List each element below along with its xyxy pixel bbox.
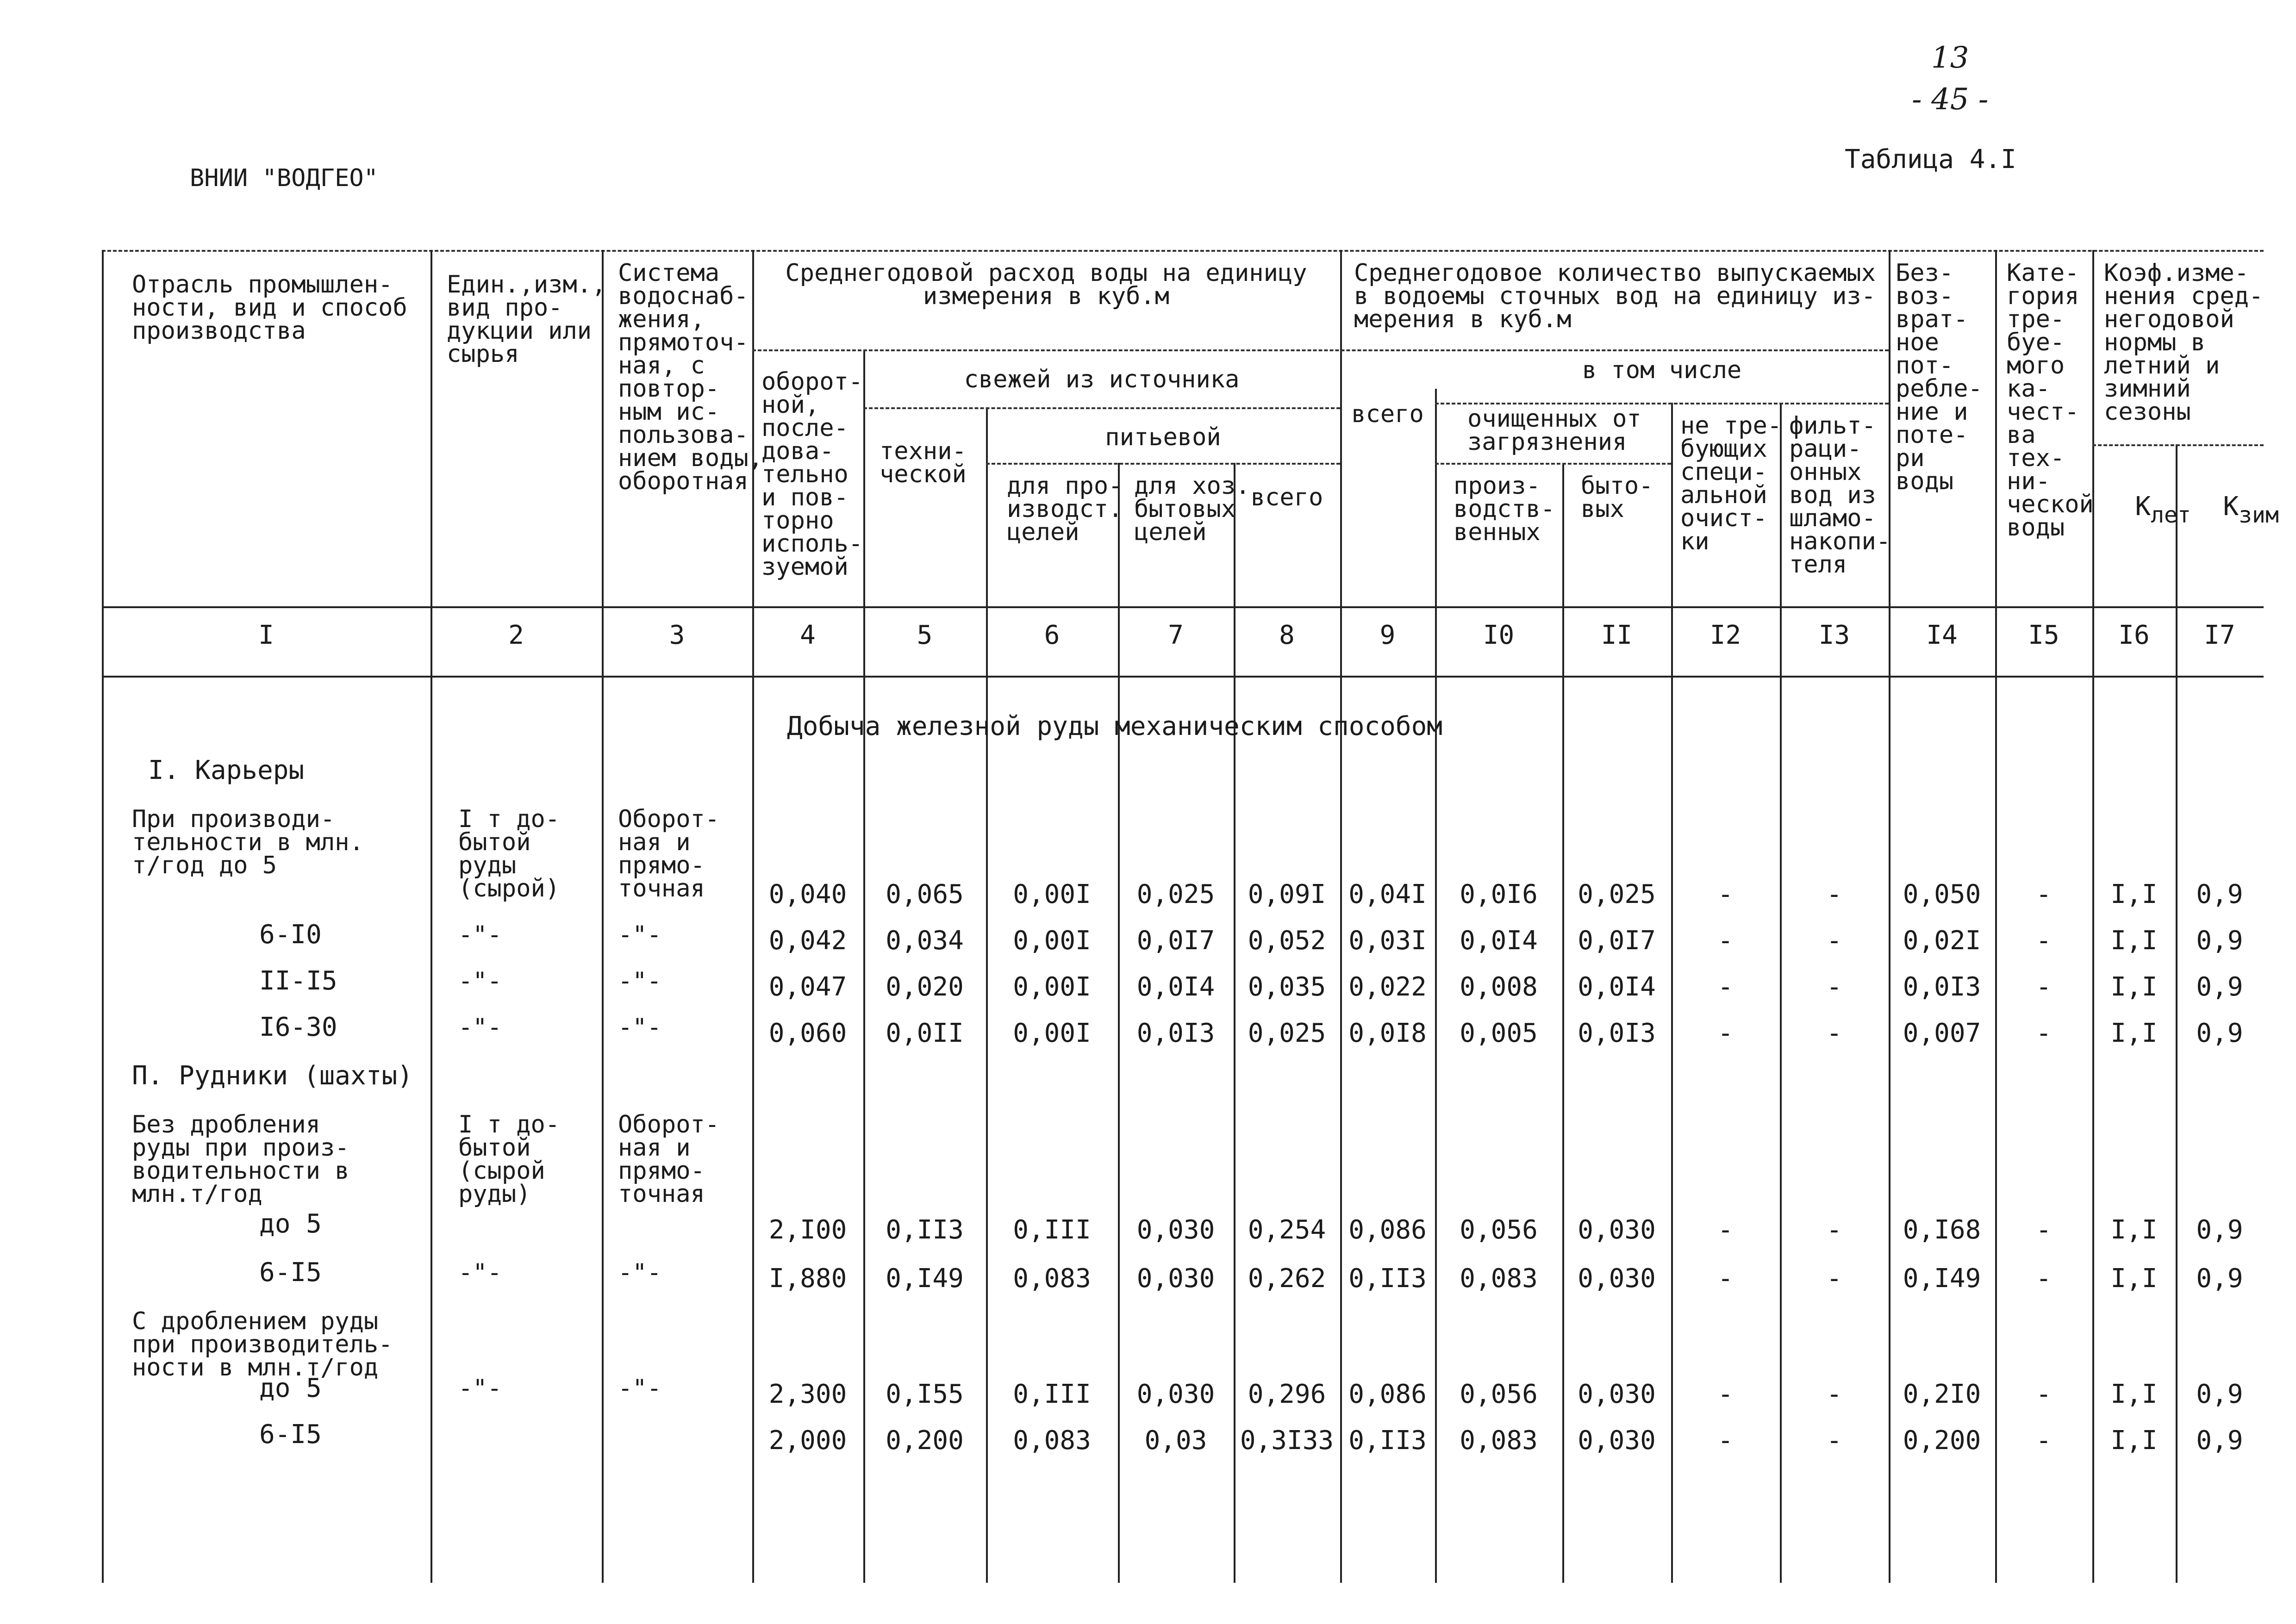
table-cell: 0,083 [1013, 1425, 1091, 1456]
table-cell: 0,0I7 [1136, 926, 1215, 956]
table-cell: - [2036, 1379, 2052, 1409]
column-number: I2 [1710, 620, 1741, 650]
table-cell: - [1717, 972, 1734, 1002]
table-cell: 0,II3 [886, 1215, 964, 1245]
table-cell: I,I [2110, 972, 2158, 1002]
table-cell: - [2036, 972, 2052, 1002]
table-cell: 0,0I6 [1460, 879, 1538, 909]
row-unit: -"- [458, 1014, 502, 1041]
group-header-treated: очищенных от загрязнения [1467, 405, 1641, 456]
table-cell: 0,262 [1248, 1263, 1326, 1294]
table-cell: 0,9 [2196, 1263, 2243, 1294]
column-number: I3 [1818, 620, 1850, 650]
table-cell: 0,00I [1013, 1018, 1091, 1048]
row-label-sub: до 5 [259, 1209, 322, 1239]
table-cell: 0,025 [1248, 1018, 1326, 1048]
table-cell: 0,II3 [1348, 1263, 1427, 1294]
table-cell: 0,035 [1248, 972, 1326, 1002]
table-cell: 0,00I [1013, 972, 1091, 1002]
col-header-technical: техни- ческой [880, 437, 967, 488]
table-cell: - [1717, 879, 1734, 909]
table-cell: 0,030 [1136, 1215, 1215, 1245]
table-cell: - [2036, 1263, 2052, 1294]
table-cell: 0,09I [1248, 879, 1326, 909]
table-cell: - [1717, 1018, 1734, 1048]
col-header-production: для про- изводст. целей [1007, 472, 1123, 546]
table-cell: 0,0I7 [1578, 926, 1656, 956]
table-cell: I,I [2110, 1018, 2158, 1048]
table-cell: 0,9 [2196, 1215, 2243, 1245]
row-label: 6-I5 [259, 1419, 322, 1450]
table-cell: - [1717, 926, 1734, 956]
row-label: 6-I5 [259, 1257, 322, 1288]
table-cell: 0,083 [1460, 1263, 1538, 1294]
column-number: I5 [2028, 620, 2059, 650]
table-cell: 0,020 [886, 972, 964, 1002]
col-header-treated-production: произ- водств- венных [1454, 472, 1555, 546]
row-unit: -"- [458, 1375, 502, 1402]
col-header-system: Система водоснаб- жения, прямоточ- ная, с повтор- ным ис- пользова- нием воды, оборотная [618, 259, 763, 495]
column-number: I7 [2204, 620, 2235, 650]
section-mines: П. Рудники (шахты) [132, 1061, 413, 1091]
column-number: I4 [1926, 620, 1958, 650]
table-cell: 0,0II [886, 1018, 964, 1048]
table-cell: 0,III [1013, 1215, 1091, 1245]
table-cell: - [2036, 1215, 2052, 1245]
group-header-consumption: Среднегодовой расход воды на единицу измерения в куб.м [785, 259, 1307, 310]
group-header-discharge: Среднегодовое количество выпускаемых в водоемы сточных вод на единицу из- мерения в куб.м [1354, 259, 1876, 333]
table-cell: - [1826, 1425, 1842, 1456]
table-cell: 2,000 [768, 1425, 847, 1456]
table-cell: 0,030 [1136, 1263, 1215, 1294]
col-header-filtration: фильт- раци- онных вод из шламо- накопи- теля [1789, 412, 1891, 579]
table-cell: 0,030 [1578, 1379, 1656, 1409]
col-header-discharge-total: всего [1351, 400, 1424, 428]
column-number: 4 [800, 620, 816, 650]
column-number: I [258, 620, 274, 650]
table-cell: - [1826, 972, 1842, 1002]
row-label: I6-30 [259, 1012, 337, 1042]
table-cell: 0,042 [768, 926, 847, 956]
table-cell: 0,025 [1578, 879, 1656, 909]
row-label: При производи- тельности в млн. т/год до 5 [132, 805, 364, 879]
table-cell: 0,047 [768, 972, 847, 1002]
institution-label: ВНИИ "ВОДГЕО" [190, 164, 378, 192]
table-cell: 0,I49 [1903, 1263, 1981, 1294]
group-header-including: в том числе [1582, 356, 1742, 384]
table-cell: 0,040 [768, 879, 847, 909]
table-cell: 0,00I [1013, 926, 1091, 956]
table-cell: 0,04I [1348, 879, 1427, 909]
table-cell: 0,III [1013, 1379, 1091, 1409]
table-cell: 0,086 [1348, 1215, 1427, 1245]
table-cell: 0,9 [2196, 879, 2243, 909]
table-cell: 0,3I33 [1240, 1425, 1334, 1456]
table-cell: 0,0I3 [1903, 972, 1981, 1002]
table-cell: - [1826, 879, 1842, 909]
table-cell: I,I [2110, 1215, 2158, 1245]
column-number: 3 [669, 620, 685, 650]
table-cell: I,I [2110, 879, 2158, 909]
col-header-industry: Отрасль промышлен- ности, вид и способ производства [132, 271, 407, 345]
table-cell: 0,083 [1460, 1425, 1538, 1456]
row-system: -"- [618, 921, 661, 949]
row-label: II-I5 [259, 966, 337, 996]
table-cell: 0,296 [1248, 1379, 1326, 1409]
column-number: 2 [508, 620, 524, 650]
table-cell: - [2036, 879, 2052, 909]
table-cell: - [2036, 926, 2052, 956]
table-cell: 0,9 [2196, 1379, 2243, 1409]
table-cell: 0,0I3 [1578, 1018, 1656, 1048]
table-cell: - [1826, 1379, 1842, 1409]
column-number: I0 [1483, 620, 1515, 650]
row-system: -"- [618, 1375, 661, 1402]
row-system: -"- [618, 1259, 661, 1287]
col-header-circulating: оборот- ной, после- дова- тельно и пов- торно исполь- зуемой [761, 368, 863, 581]
table-cell: - [1717, 1425, 1734, 1456]
table-cell: 0,030 [1578, 1425, 1656, 1456]
table-cell: 0,0I3 [1136, 1018, 1215, 1048]
column-number: 5 [917, 620, 933, 650]
col-header-irretrievable: Без- воз- врат- ное пот- ребле- ние и поте- ри воды [1896, 259, 1983, 495]
group-header-drinking: питьевой [1105, 423, 1221, 451]
table-cell: - [1826, 1263, 1842, 1294]
group-header-fresh: свежей из источника [964, 366, 1240, 393]
column-number: I6 [2118, 620, 2150, 650]
table-cell: 0,086 [1348, 1379, 1427, 1409]
table-cell: 0,0I4 [1460, 926, 1538, 956]
table-cell: - [2036, 1425, 2052, 1456]
table-cell: 0,056 [1460, 1215, 1538, 1245]
row-label: С дроблением руды при производитель- ности в млн.т/год [132, 1307, 393, 1381]
page-number: 13 - 45 - [1912, 41, 1989, 117]
table-cell: I,I [2110, 1263, 2158, 1294]
table-cell: 0,056 [1460, 1379, 1538, 1409]
table-cell: 0,II3 [1348, 1425, 1427, 1456]
col-header-no-treatment: не тре- бующих специ- альной очист- ки [1680, 412, 1782, 555]
row-system: Оборот- ная и прямо- точная [618, 805, 720, 902]
table-cell: - [1717, 1263, 1734, 1294]
row-label-sub: до 5 [259, 1373, 322, 1403]
col-header-treated-household: быто- вых [1581, 472, 1653, 523]
col-header-household: для хоз. бытовых целей [1134, 472, 1250, 546]
table-cell: - [1826, 1018, 1842, 1048]
table-label: Таблица 4.I [1845, 144, 2016, 174]
column-number: 8 [1279, 620, 1295, 650]
table-cell: 0,I49 [886, 1263, 964, 1294]
table-cell: 0,I55 [886, 1379, 964, 1409]
row-unit: I т до- бытой (сырой руды) [458, 1111, 560, 1208]
table-cell: 0,052 [1248, 926, 1326, 956]
row-unit: -"- [458, 921, 502, 949]
table-cell: 0,008 [1460, 972, 1538, 1002]
col-header-total: всего [1250, 484, 1323, 511]
row-unit: I т до- бытой руды (сырой) [458, 805, 560, 902]
table-cell: 0,060 [768, 1018, 847, 1048]
section-quarries: I. Карьеры [148, 755, 305, 785]
table-cell: 0,9 [2196, 926, 2243, 956]
table-cell: 0,030 [1578, 1215, 1656, 1245]
table-cell: 0,I68 [1903, 1215, 1981, 1245]
table-cell: I,880 [768, 1263, 847, 1294]
table-cell: 0,200 [886, 1425, 964, 1456]
column-number: 7 [1168, 620, 1184, 650]
table-cell: 0,022 [1348, 972, 1427, 1002]
col-header-category: Кате- гория тре- буе- мого ка- чест- ва тех- ни- ческой воды [2007, 259, 2094, 541]
table-cell: 0,050 [1903, 879, 1981, 909]
table-cell: 2,300 [768, 1379, 847, 1409]
table-cell: 0,034 [886, 926, 964, 956]
group-header-coefficient: Коэф.изме- нения сред- негодовой нормы в летний и зимний сезоны [2104, 259, 2264, 426]
table-cell: - [1717, 1215, 1734, 1245]
table-cell: 0,0I8 [1348, 1018, 1427, 1048]
row-system: -"- [618, 967, 661, 995]
table-cell: I,I [2110, 1425, 2158, 1456]
table-cell: 0,005 [1460, 1018, 1538, 1048]
table-cell: - [1826, 1215, 1842, 1245]
row-label: 6-I0 [259, 920, 322, 950]
table-cell: 0,200 [1903, 1425, 1981, 1456]
section-title: Добыча железной руды механическим способом [787, 711, 1443, 741]
row-system: Оборот- ная и прямо- точная [618, 1111, 720, 1208]
table-cell: 0,065 [886, 879, 964, 909]
table-cell: 0,03 [1144, 1425, 1207, 1456]
row-unit: -"- [458, 1259, 502, 1287]
table-cell: 0,083 [1013, 1263, 1091, 1294]
table-cell: 0,0I4 [1136, 972, 1215, 1002]
table-cell: 0,9 [2196, 1425, 2243, 1456]
row-unit: -"- [458, 967, 502, 995]
table-cell: I,I [2110, 926, 2158, 956]
col-header-k-summer: Kлет [2135, 492, 2191, 528]
row-system: -"- [618, 1014, 661, 1041]
table-cell: - [1826, 926, 1842, 956]
table-cell: 0,030 [1136, 1379, 1215, 1409]
table-cell: - [2036, 1018, 2052, 1048]
table-cell: I,I [2110, 1379, 2158, 1409]
column-number: 6 [1044, 620, 1060, 650]
table-cell: 0,025 [1136, 879, 1215, 909]
col-header-unit: Един.,изм., вид про- дукции или сырья [447, 271, 606, 368]
column-number: II [1601, 620, 1633, 650]
table-cell: 0,030 [1578, 1263, 1656, 1294]
table-cell: - [1717, 1379, 1734, 1409]
table-cell: 0,9 [2196, 1018, 2243, 1048]
table-cell: 0,00I [1013, 879, 1091, 909]
table-cell: 2,I00 [768, 1215, 847, 1245]
table-cell: 0,2I0 [1903, 1379, 1981, 1409]
table-cell: 0,9 [2196, 972, 2243, 1002]
col-header-k-winter: Kзим [2223, 492, 2279, 528]
table-cell: 0,0I4 [1578, 972, 1656, 1002]
table-cell: 0,02I [1903, 926, 1981, 956]
table-cell: 0,007 [1903, 1018, 1981, 1048]
table-cell: 0,03I [1348, 926, 1427, 956]
row-label: Без дробления руды при произ- водительности в млн.т/год [132, 1111, 349, 1208]
table-cell: 0,254 [1248, 1215, 1326, 1245]
column-number: 9 [1379, 620, 1396, 650]
